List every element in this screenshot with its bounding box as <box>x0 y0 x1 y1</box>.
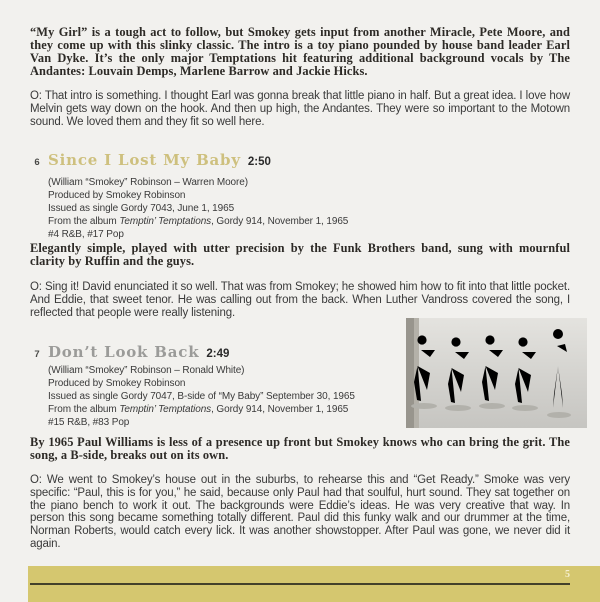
credit-line: Issued as single Gordy 7047, B-side of “My Baby” September 30, 1965 <box>48 391 355 402</box>
credit-line: Issued as single Gordy 7043, June 1, 1965 <box>48 203 235 214</box>
intro-paragraph-bold: “My Girl” is a tough act to follow, but Smokey gets input from another Miracle, Pete Moore, and they come up with this slinky classic. The intro is a toy piano pounded by house band leader Earl Van Dyke. It’s the only major Temptations hit featuring additional background vocals by The Andantes: Louvain Demps, Marlene Barrow and Jackie Hicks. <box>30 25 570 78</box>
track-number: 7 <box>34 349 40 360</box>
track-6-comment-bold: Elegantly simple, played with utter precision by the Funk Brothers band, sung with mournful clarity by Ruffin and the guys. <box>30 241 570 268</box>
credit-line: (William “Smokey” Robinson – Ronald White) <box>48 365 245 376</box>
track-7-comment-otis: O: We went to Smokey’s house out in the suburbs, to rehearse this and “Get Ready.” Smoke was very specific: “Paul, this is for you,” he said, because only Paul had that soulful, hurt sound. They sat together on the piano bench to work it out. The backgrounds were Eddie’s ideas. He was very creative that way. In person this song became something totally different. Paul did this funky walk and our drummer at the time, Norman Roberts, would catch every lick. It was another showstopper. After Paul was gone, we never did it again. <box>30 474 570 550</box>
track-7-comment-bold: By 1965 Paul Williams is less of a presence up front but Smokey knows who can bring the grit. The song, a B-side, breaks out on its own. <box>30 435 570 462</box>
credit-line: From the album Temptin’ Temptations, Gordy 914, November 1, 1965 <box>48 404 349 415</box>
track-duration: 2:50 <box>247 156 271 168</box>
credit-line: (William “Smokey” Robinson – Warren Moore) <box>48 177 248 188</box>
credit-line: From the album Temptin’ Temptations, Gordy 914, November 1, 1965 <box>48 216 349 227</box>
track-6-header <box>30 151 570 169</box>
credit-line: #15 R&B, #83 Pop <box>48 417 130 428</box>
credit-line: #4 R&B, #17 Pop <box>48 229 124 240</box>
track-title: Don’t Look Back <box>48 343 200 361</box>
footer-bar <box>28 566 600 602</box>
credit-line: Produced by Smokey Robinson <box>48 190 186 201</box>
track-number: 6 <box>34 157 40 168</box>
temptations-dance-photo <box>406 318 587 428</box>
intro-paragraph-otis: O: That intro is something. I thought Earl was gonna break that little piano in half. But a great idea. I love how Melvin gets way down on the hook. And then up high, the Andantes. They were so important to the Motown sound. We loved them and they fit so well here. <box>30 90 570 128</box>
track-6-comment-otis: O: Sing it! David enunciated it so well. That was from Smokey; he showed him how to fit into that little pocket. And Eddie, that sweet tenor. He was calling out from the back. When Luther Vandross covered the song, I reflected that people were really listening. <box>30 281 570 319</box>
track-title: Since I Lost My Baby <box>48 151 241 169</box>
track-6-credits <box>48 176 448 241</box>
credit-line: Produced by Smokey Robinson <box>48 378 186 389</box>
track-7-credits <box>48 364 448 429</box>
page-number: 5 <box>565 569 570 580</box>
track-duration: 2:49 <box>206 348 230 360</box>
footer-rule <box>30 583 570 585</box>
